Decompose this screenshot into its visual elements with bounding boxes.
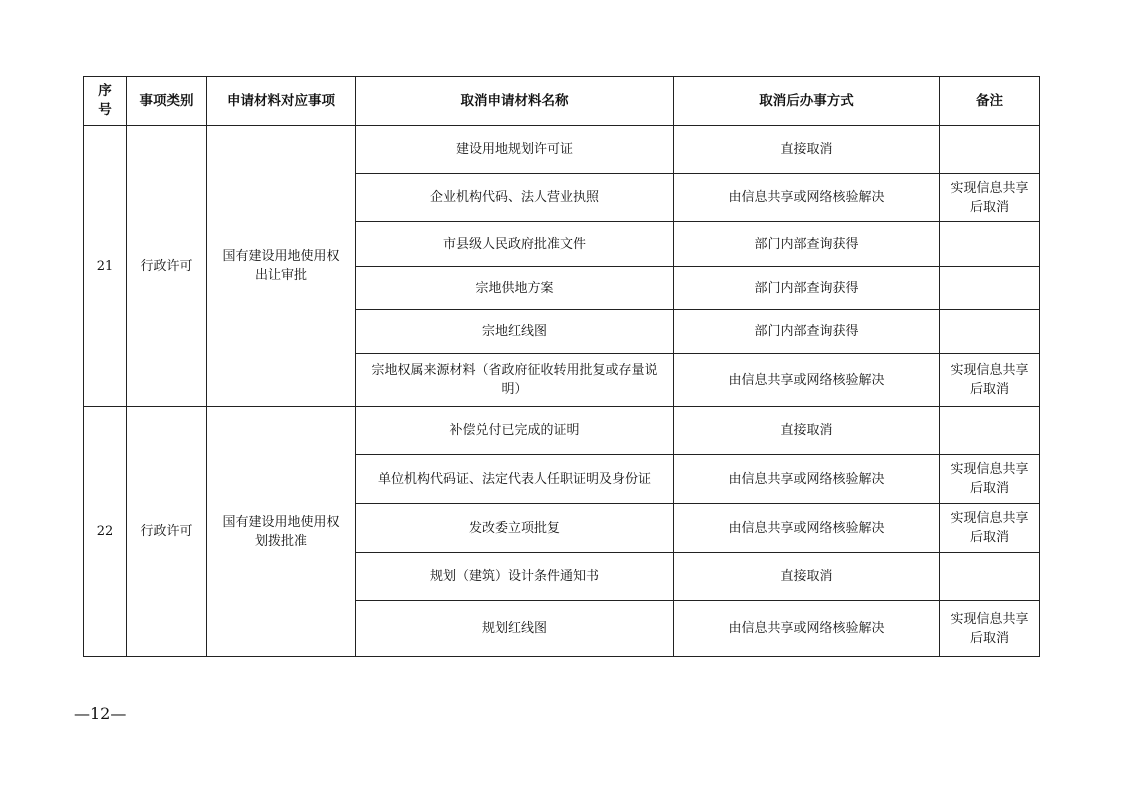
method-cell: 直接取消 xyxy=(674,407,940,455)
method-cell: 由信息共享或网络核验解决 xyxy=(674,174,940,222)
note-cell: 实现信息共享后取消 xyxy=(940,455,1040,504)
matter-cell: 国有建设用地使用权划拨批准 xyxy=(207,407,356,657)
method-cell: 部门内部查询获得 xyxy=(674,310,940,354)
header-method: 取消后办事方式 xyxy=(674,77,940,126)
material-name-cell: 企业机构代码、法人营业执照 xyxy=(356,174,674,222)
material-name-cell: 宗地供地方案 xyxy=(356,267,674,310)
method-cell: 部门内部查询获得 xyxy=(674,222,940,267)
table-row xyxy=(84,126,1040,174)
method-cell: 由信息共享或网络核验解决 xyxy=(674,354,940,407)
note-cell xyxy=(940,407,1040,455)
note-cell: 实现信息共享后取消 xyxy=(940,504,1040,553)
method-cell: 直接取消 xyxy=(674,553,940,601)
method-cell: 由信息共享或网络核验解决 xyxy=(674,504,940,553)
material-name-cell: 规划（建筑）设计条件通知书 xyxy=(356,553,674,601)
material-name-cell: 规划红线图 xyxy=(356,601,674,657)
header-serial-no: 序号 xyxy=(84,77,127,126)
header-material-name: 取消申请材料名称 xyxy=(356,77,674,126)
method-cell: 由信息共享或网络核验解决 xyxy=(674,601,940,657)
category-cell: 行政许可 xyxy=(127,126,207,407)
note-cell xyxy=(940,553,1040,601)
material-name-cell: 宗地红线图 xyxy=(356,310,674,354)
note-cell: 实现信息共享后取消 xyxy=(940,174,1040,222)
table-row xyxy=(84,407,1040,455)
cancellation-table xyxy=(83,76,1040,657)
note-cell xyxy=(940,310,1040,354)
page-number: —12— xyxy=(74,704,127,723)
serial-no-cell: 22 xyxy=(84,407,127,657)
category-cell: 行政许可 xyxy=(127,407,207,657)
method-cell: 部门内部查询获得 xyxy=(674,267,940,310)
note-cell: 实现信息共享后取消 xyxy=(940,601,1040,657)
material-name-cell: 补偿兑付已完成的证明 xyxy=(356,407,674,455)
header-category: 事项类别 xyxy=(127,77,207,126)
material-name-cell: 宗地权属来源材料（省政府征收转用批复或存量说明） xyxy=(356,354,674,407)
note-cell xyxy=(940,267,1040,310)
note-cell xyxy=(940,222,1040,267)
header-matter: 申请材料对应事项 xyxy=(207,77,356,126)
method-cell: 直接取消 xyxy=(674,126,940,174)
method-cell: 由信息共享或网络核验解决 xyxy=(674,455,940,504)
note-cell: 实现信息共享后取消 xyxy=(940,354,1040,407)
material-name-cell: 发改委立项批复 xyxy=(356,504,674,553)
header-note: 备注 xyxy=(940,77,1040,126)
serial-no-cell: 21 xyxy=(84,126,127,407)
material-name-cell: 建设用地规划许可证 xyxy=(356,126,674,174)
table-header-row xyxy=(84,77,1040,126)
material-name-cell: 市县级人民政府批准文件 xyxy=(356,222,674,267)
matter-cell: 国有建设用地使用权出让审批 xyxy=(207,126,356,407)
note-cell xyxy=(940,126,1040,174)
material-name-cell: 单位机构代码证、法定代表人任职证明及身份证 xyxy=(356,455,674,504)
